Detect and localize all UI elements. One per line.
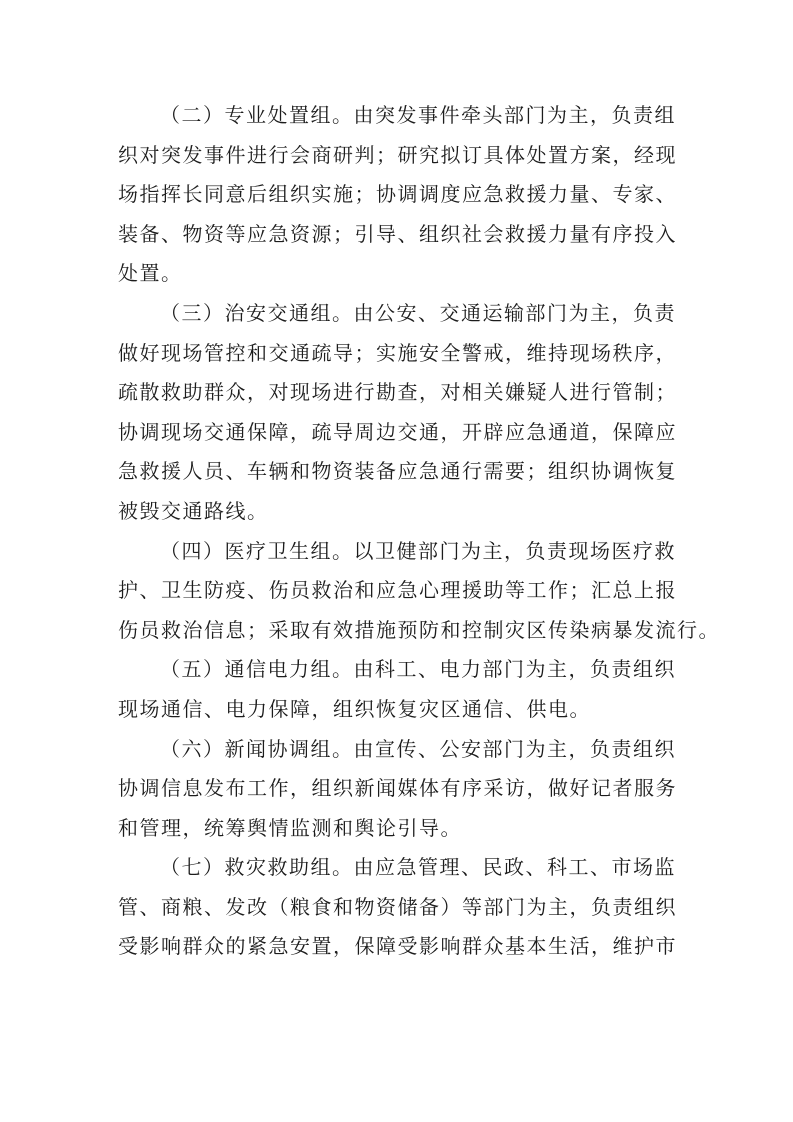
paragraph-communication-power [118,650,678,729]
text-line: （七）救灾救助组。由应急管理、民政、科工、市场监 [160,855,676,880]
text-line: 和管理，统筹舆情监测和舆论引导。 [118,815,462,840]
text-line: 伤员救治信息；采取有效措施预防和控制灾区传染病暴发流行。 [118,617,720,642]
text-line: 协调现场交通保障，疏导周边交通，开辟应急通道，保障应 [118,419,677,444]
text-line: 织对突发事件进行会商研判；研究拟订具体处置方案，经现 [118,142,677,167]
text-line: 护、卫生防疫、伤员救治和应急心理援助等工作；汇总上报 [118,578,677,603]
text-line: 做好现场管控和交通疏导；实施安全警戒，维持现场秩序， [118,340,677,365]
paragraph-disaster-relief [118,848,678,967]
text-line: 急救援人员、车辆和物资装备应急通行需要；组织协调恢复 [118,459,677,484]
text-line: 受影响群众的紧急安置，保障受影响群众基本生活，维护市 [118,934,677,959]
text-line: （三）治安交通组。由公安、交通运输部门为主，负责 [160,300,676,325]
text-line: 协调信息发布工作，组织新闻媒体有序采访，做好记者服务 [118,776,677,801]
paragraph-news-coordination [118,730,678,849]
paragraph-professional-disposal [118,96,678,294]
document-body [118,96,720,967]
text-line: 疏散救助群众，对现场进行勘查，对相关嫌疑人进行管制； [118,380,677,405]
paragraph-medical-health [118,532,720,651]
text-line: （五）通信电力组。由科工、电力部门为主，负责组织 [160,657,676,682]
paragraph-security-traffic [118,294,678,532]
text-line: （六）新闻协调组。由宣传、公安部门为主，负责组织 [160,736,676,761]
text-line: （二）专业处置组。由突发事件牵头部门为主，负责组 [160,103,676,127]
text-line: 处置。 [118,261,183,286]
text-line: 被毁交通路线。 [118,498,269,523]
text-line: 场指挥长同意后组织实施；协调调度应急救援力量、专家、 [118,182,677,207]
text-line: 现场通信、电力保障，组织恢复灾区通信、供电。 [118,696,591,721]
text-line: 管、商粮、发改（粮食和物资储备）等部门为主，负责组织 [118,894,677,919]
text-line: 装备、物资等应急资源；引导、组织社会救援力量有序投入 [118,221,677,246]
text-line: （四）医疗卫生组。以卫健部门为主，负责现场医疗救 [160,538,676,563]
